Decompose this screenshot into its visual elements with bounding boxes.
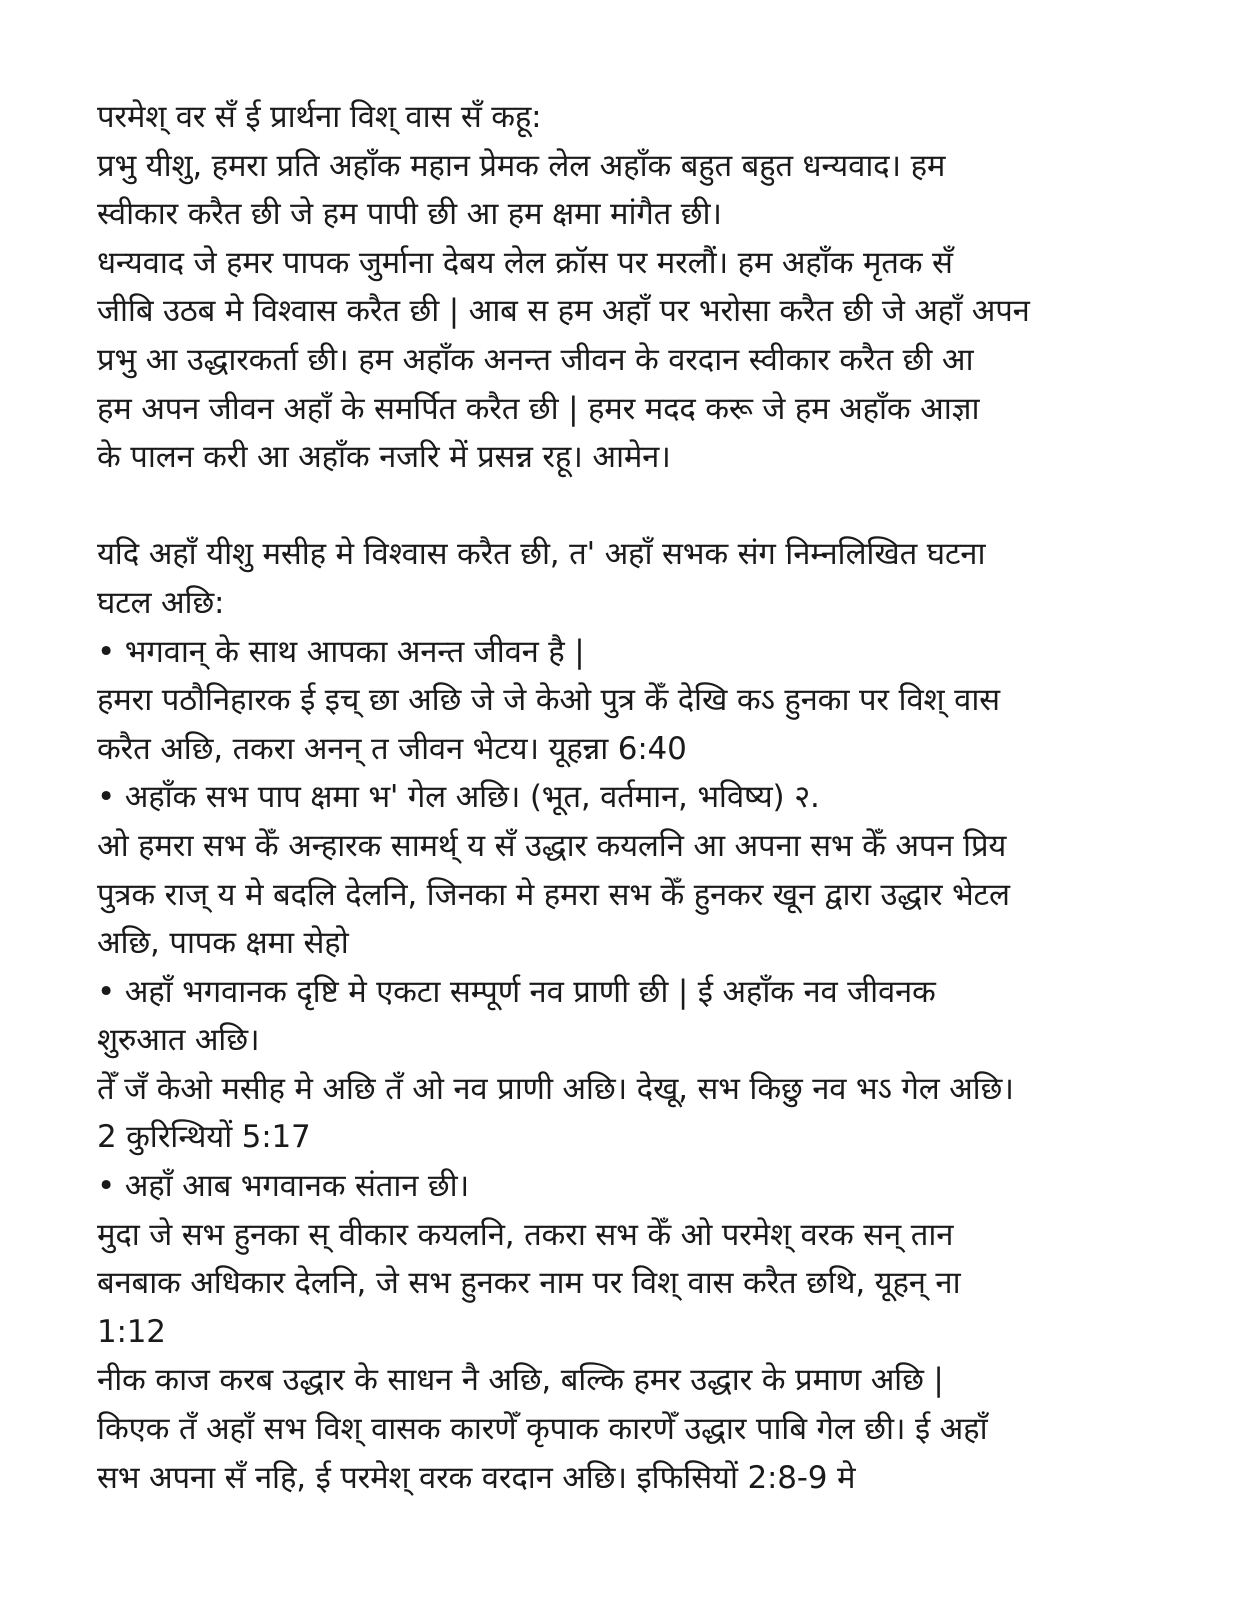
text-line: अछि, पापक क्षमा सेहो [97, 925, 349, 962]
text-line: शुरुआत अछि। [97, 1022, 260, 1059]
text-line: प्रभु यीशु, हमरा प्रति अहाँक महान प्रेमक लेल अहाँक बहुत बहुत धन्यवाद। हम [97, 147, 946, 184]
body-text [97, 93, 1157, 1502]
text-line: प्रभु आ उद्धारकर्ता छी। हम अहाँक अनन्त जीवन के वरदान स्वीकार करैत छी आ [97, 341, 974, 378]
text-line: हमरा पठौनिहारक ई इच् छा अछि जे जे केओ पुत्र केँ देखि कऽ हुनका पर विश् वास [97, 682, 1000, 719]
text-line: 2 कुरिन्थियों 5:17 [97, 1119, 311, 1156]
text-line: हम अपन जीवन अहाँ के समर्पित करैत छी | हमर मदद करू जे हम अहाँक आज्ञा [97, 390, 980, 427]
text-line: करैत अछि, तकरा अनन् त जीवन भेटय। यूहन्ना 6:40 [97, 730, 687, 767]
text-line: यदि अहाँ यीशु मसीह मे विश्वास करैत छी, त' अहाँ सभक संग निम्नलिखित घटना [97, 536, 986, 573]
text-line: नीक काज करब उद्धार के साधन नै अछि, बल्कि हमर उद्धार के प्रमाण अछि | [97, 1362, 944, 1399]
bullet-line: • अहाँ आब भगवानक संतान छी। [97, 1168, 470, 1205]
text-line: घटल अछि: [97, 584, 225, 621]
text-line: स्वीकार करैत छी जे हम पापी छी आ हम क्षमा मांगैत छी। [97, 196, 722, 233]
text-line: सभ अपना सँ नहि, ई परमेश् वरक वरदान अछि। इफिसियों 2:8-9 मे [97, 1459, 856, 1496]
text-line: जीबि उठब मे विश्वास करैत छी | आब स हम अहाँ पर भरोसा करैत छी जे अहाँ अपन [97, 293, 1030, 330]
text-line: परमेश् वर सँ ई प्रार्थना विश् वास सँ कहू: [97, 99, 542, 135]
text-line: तेँ जँ केओ मसीह मे अछि तँ ओ नव प्राणी अछि। देखू, सभ किछु नव भऽ गेल अछि। [97, 1070, 1014, 1107]
text-line: मुदा जे सभ हुनका स् वीकार कयलनि, तकरा सभ केँ ओ परमेश् वरक सन् तान [97, 1216, 954, 1253]
bullet-line: • अहाँक सभ पाप क्षमा भ' गेल अछि। (भूत, वर्तमान, भविष्य) २. [97, 779, 820, 816]
paragraph-gap [97, 482, 1157, 531]
text-line: किएक तँ अहाँ सभ विश् वासक कारणेँ कृपाक कारणेँ उद्धार पाबि गेल छी। ई अहाँ [97, 1411, 988, 1448]
bullet-line: • भगवान् के साथ आपका अनन्त जीवन है | [97, 633, 585, 670]
text-line: ओ हमरा सभ केँ अन्हारक सामर्थ् य सँ उद्धार कयलनि आ अपना सभ केँ अपन प्रिय [97, 827, 1007, 864]
bullet-line: • अहाँ भगवानक दृष्टि मे एकटा सम्पूर्ण नव प्राणी छी | ई अहाँक नव जीवनक [97, 973, 936, 1010]
text-line: के पालन करी आ अहाँक नजरि में प्रसन्न रहू। आमेन। [97, 439, 671, 476]
text-line: 1:12 [97, 1313, 166, 1350]
text-line: पुत्रक राज् य मे बदलि देलनि, जिनका मे हमरा सभ केँ हुनकर खून द्वारा उद्धार भेटल [97, 876, 1010, 913]
text-line: बनबाक अधिकार देलनि, जे सभ हुनकर नाम पर विश् वास करैत छथि, यूहन् ना [97, 1265, 961, 1302]
text-line: धन्यवाद जे हमर पापक जुर्माना देबय लेल क्रॉस पर मरलौं। हम अहाँक मृतक सँ [97, 244, 953, 281]
